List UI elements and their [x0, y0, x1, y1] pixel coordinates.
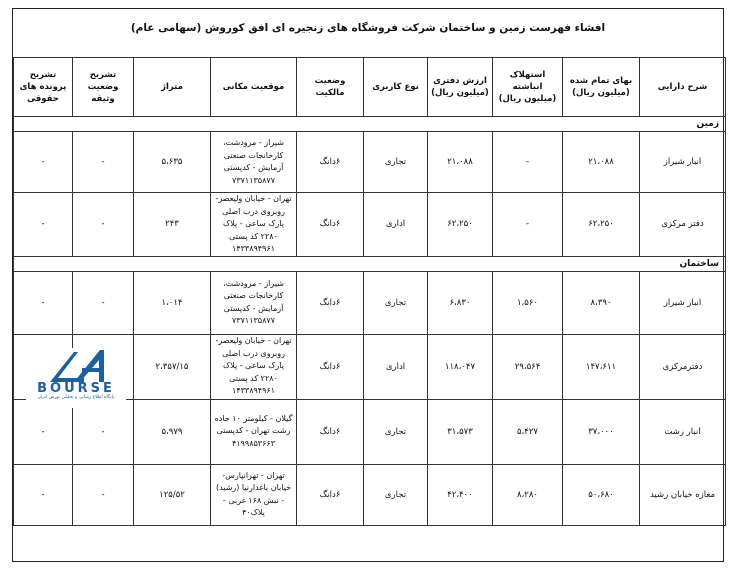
cell-collateral: -	[73, 271, 134, 334]
cell-book-value: ۴۲،۴۰۰	[428, 464, 493, 525]
cell-location: تهران - خیابان ولیعصر- روبروی درب اصلی پارک ساعی - پلاک ۲۲۸۰ کد پستی ۱۴۳۳۸۹۴۹۶۱	[211, 193, 297, 257]
cell-cost: ۲۱،۰۸۸	[563, 132, 640, 193]
cell-depreciation: ۱،۵۶۰	[493, 271, 563, 334]
header-row	[14, 58, 726, 117]
section-land	[14, 117, 726, 132]
cell-desc: انبار شیراز	[640, 132, 726, 193]
table-row	[14, 271, 726, 334]
bourse-logo-word: BOURSE	[37, 381, 115, 396]
cell-book-value: ۲۱،۰۸۸	[428, 132, 493, 193]
cell-depreciation: -	[493, 132, 563, 193]
cell-cost: ۸،۳۹۰	[563, 271, 640, 334]
header-ownership: وضعیت مالکیت	[297, 58, 364, 117]
bourse-logo	[26, 348, 126, 408]
cell-depreciation: ۵،۴۲۷	[493, 399, 563, 464]
cell-area: ۲،۳۵۷/۱۵	[134, 334, 211, 399]
header-location: موقعیت مکانی	[211, 58, 297, 117]
header-usage: نوع کاربری	[364, 58, 428, 117]
cell-desc: مغازه خیابان رشید	[640, 464, 726, 525]
header-desc: شرح دارایی	[640, 58, 726, 117]
cell-ownership: ۶دانگ	[297, 271, 364, 334]
table-row	[14, 464, 726, 525]
cell-depreciation: -	[493, 193, 563, 257]
cell-desc: انبار رشت	[640, 399, 726, 464]
cell-ownership: ۶دانگ	[297, 334, 364, 399]
header-area: متراژ	[134, 58, 211, 117]
cell-usage: اداری	[364, 334, 428, 399]
cell-location: شیراز - مرودشت، کارخانجات صنعتی آزمایش - کدپستی ۷۳۷۱۱۳۵۸۷۷	[211, 271, 297, 334]
cell-usage: تجاری	[364, 399, 428, 464]
cell-area: ۱،۰۱۴	[134, 271, 211, 334]
cell-area: ۱۲۵/۵۲	[134, 464, 211, 525]
cell-cost: ۱۴۷،۶۱۱	[563, 334, 640, 399]
cell-location: تهران - خیابان ولیعصر- روبروی درب اصلی پارک ساعی - پلاک ۲۲۸۰ کد پستی ۱۴۳۳۸۹۴۹۶۱	[211, 334, 297, 399]
title-line-1: افشاء فهرست زمین و ساختمان شرکت فروشگاه های زنجیره ای افق کوروش (سهامی عام)	[130, 21, 606, 34]
cell-area: ۲۴۳	[134, 193, 211, 257]
header-depreciation: استهلاک انباشته (میلیون ریال)	[493, 58, 563, 117]
cell-ownership: ۶دانگ	[297, 193, 364, 257]
header-legal: تشریح پرونده های حقوقی	[14, 58, 73, 117]
cell-book-value: ۶،۸۳۰	[428, 271, 493, 334]
cell-desc: انبار شیراز	[640, 271, 726, 334]
header-cost: بهای تمام شده (میلیون ریال)	[563, 58, 640, 117]
cell-cost: ۶۲،۲۵۰	[563, 193, 640, 257]
section-building-label: ساختمان	[14, 256, 726, 271]
table-row	[14, 193, 726, 257]
property-table	[13, 57, 726, 526]
cell-book-value: ۱۱۸،۰۴۷	[428, 334, 493, 399]
cell-usage: تجاری	[364, 271, 428, 334]
cell-usage: اداری	[364, 193, 428, 257]
header-collateral: تشریح وضعیت وثیقه	[73, 58, 134, 117]
cell-location: تهران - تهرانپارس- خیابان باغدارنیا (رشید) - نبش ۱۶۸ غربی - پلاک۴۰	[211, 464, 297, 525]
cell-cost: ۵۰،۶۸۰	[563, 464, 640, 525]
table-row	[14, 399, 726, 464]
cell-area: ۵،۶۳۵	[134, 132, 211, 193]
cell-collateral: -	[73, 464, 134, 525]
cell-legal: -	[14, 464, 73, 525]
cell-legal: -	[14, 193, 73, 257]
bourse-logo-mark-icon	[44, 348, 108, 384]
cell-desc: دفترمرکزی	[640, 334, 726, 399]
cell-book-value: ۳۱،۵۷۳	[428, 399, 493, 464]
document-title	[13, 9, 723, 47]
cell-ownership: ۶دانگ	[297, 464, 364, 525]
cell-collateral: -	[73, 399, 134, 464]
cell-depreciation: ۲۹،۵۶۴	[493, 334, 563, 399]
header-book-value: ارزش دفتری (میلیون ریال)	[428, 58, 493, 117]
cell-collateral: -	[73, 193, 134, 257]
cell-legal: -	[14, 132, 73, 193]
cell-legal: -	[14, 271, 73, 334]
cell-depreciation: ۸،۲۸۰	[493, 464, 563, 525]
cell-desc: دفتر مرکزی	[640, 193, 726, 257]
bourse-logo-subtitle: پایگاه اطلاع رسانی و تحلیلی بورس ایران	[37, 395, 115, 400]
cell-usage: تجاری	[364, 464, 428, 525]
cell-location: شیراز - مرودشت، کارخانجات صنعتی آزمایش - کدپستی ۷۳۷۱۱۳۵۸۷۷	[211, 132, 297, 193]
table-row	[14, 132, 726, 193]
cell-book-value: ۶۲،۲۵۰	[428, 193, 493, 257]
cell-collateral: -	[73, 132, 134, 193]
cell-legal: -	[14, 399, 73, 464]
cell-area: ۵،۹۷۹	[134, 399, 211, 464]
section-building	[14, 256, 726, 271]
cell-ownership: ۶دانگ	[297, 132, 364, 193]
cell-cost: ۳۷،۰۰۰	[563, 399, 640, 464]
cell-location: گیلان - کیلومتر ۱۰ جاده رشت تهران - کدپستی ۴۱۹۹۸۵۳۶۶۳	[211, 399, 297, 464]
cell-ownership: ۶دانگ	[297, 399, 364, 464]
document-frame	[12, 8, 724, 562]
cell-usage: تجاری	[364, 132, 428, 193]
section-land-label: زمین	[14, 117, 726, 132]
